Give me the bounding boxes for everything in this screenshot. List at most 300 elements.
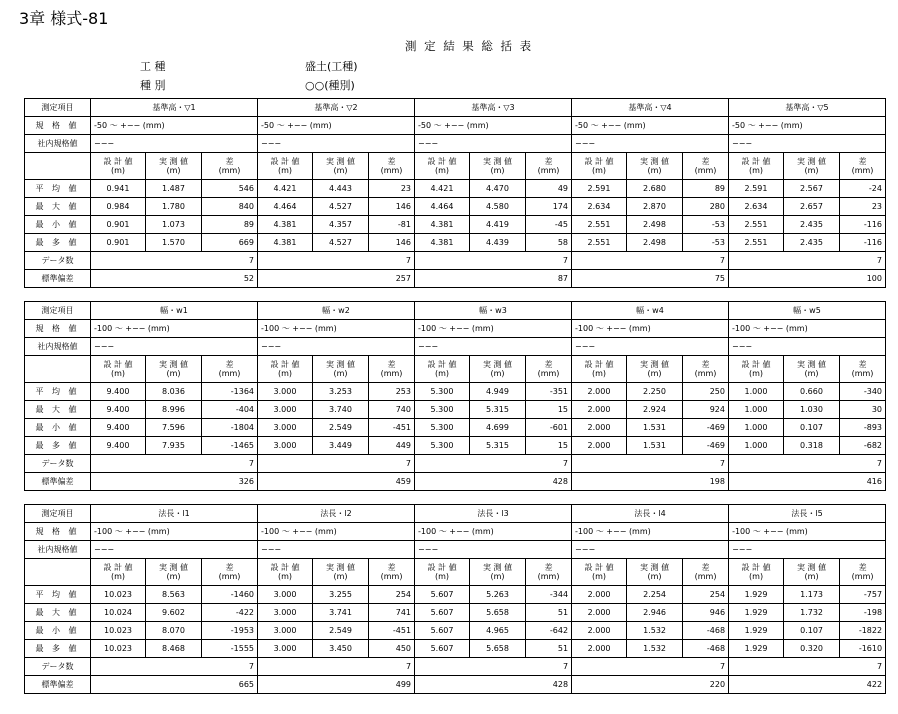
internal-spec-value: −−− [258, 541, 415, 559]
column-header [369, 559, 415, 586]
table-row [25, 604, 886, 622]
diff-value: -116 [840, 216, 886, 234]
measured-value: 2.435 [784, 216, 840, 234]
measured-value: 1.531 [627, 437, 683, 455]
column-header [627, 153, 683, 180]
column-header-unit: (m) [110, 369, 126, 378]
column-header-unit: (m) [166, 369, 181, 378]
design-value: 2.000 [572, 622, 627, 640]
table-row [25, 234, 886, 252]
diff-value: -53 [683, 234, 729, 252]
design-value: 5.300 [415, 437, 470, 455]
count-value: 7 [729, 252, 886, 270]
diff-value: -198 [840, 604, 886, 622]
diff-value: 15 [526, 401, 572, 419]
table-row [25, 401, 886, 419]
column-header-label: 設 計 値 [103, 157, 133, 166]
row-label-internal: 社内規格値 [25, 338, 91, 356]
diff-value: -340 [840, 383, 886, 401]
column-header-label: 差 [544, 563, 553, 572]
column-header [784, 356, 840, 383]
item-name: 基準高・▽1 [91, 99, 258, 117]
measured-value: 3.449 [313, 437, 369, 455]
measured-value: 8.468 [146, 640, 202, 658]
row-label-internal: 社内規格値 [25, 135, 91, 153]
item-name: 法長・l2 [258, 505, 415, 523]
column-header-unit: (mm) [218, 572, 241, 581]
column-header-unit: (m) [647, 166, 662, 175]
column-header-unit: (mm) [537, 369, 560, 378]
measured-value: 7.935 [146, 437, 202, 455]
diff-value: -24 [840, 180, 886, 198]
column-header-label: 差 [387, 157, 396, 166]
column-header-label: 設 計 値 [741, 563, 771, 572]
table-row [25, 523, 886, 541]
measured-value: 4.439 [470, 234, 526, 252]
row-label-max: 最 大 値 [25, 198, 91, 216]
design-value: 2.000 [572, 640, 627, 658]
column-header-unit: (mm) [537, 572, 560, 581]
column-header-unit: (m) [110, 166, 126, 175]
design-value: 10.024 [91, 604, 146, 622]
spec-value: -100 ～ +−− (mm) [729, 320, 886, 338]
table-row [25, 473, 886, 491]
stdev-value: 499 [258, 676, 415, 694]
diff-value: -1804 [202, 419, 258, 437]
design-value: 9.400 [91, 383, 146, 401]
column-header-label: 実 測 値 [796, 360, 827, 369]
design-value: 3.000 [258, 437, 313, 455]
measured-value: 0.318 [784, 437, 840, 455]
design-value: 9.400 [91, 437, 146, 455]
column-header [840, 153, 886, 180]
measured-value: 4.470 [470, 180, 526, 198]
count-value: 7 [572, 658, 729, 676]
column-header [840, 356, 886, 383]
column-header-label: 実 測 値 [158, 563, 189, 572]
internal-spec-value: −−− [729, 338, 886, 356]
spec-value: -100 ～ +−− (mm) [258, 320, 415, 338]
column-header [572, 153, 627, 180]
count-value: 7 [258, 658, 415, 676]
column-header-unit: (m) [333, 166, 348, 175]
table-row [25, 252, 886, 270]
column-header-unit: (m) [166, 166, 181, 175]
stdev-value: 220 [572, 676, 729, 694]
design-value: 5.607 [415, 604, 470, 622]
column-header-label: 設 計 値 [270, 360, 300, 369]
diff-value: -469 [683, 419, 729, 437]
count-value: 7 [91, 455, 258, 473]
column-header [415, 559, 470, 586]
column-header [369, 356, 415, 383]
column-header [526, 356, 572, 383]
row-label-min: 最 小 値 [25, 419, 91, 437]
table-row [25, 356, 886, 383]
internal-spec-value: −−− [572, 338, 729, 356]
diff-value: -344 [526, 586, 572, 604]
table-row [25, 135, 886, 153]
measured-value: 1.487 [146, 180, 202, 198]
diff-value: 840 [202, 198, 258, 216]
measured-value: 4.580 [470, 198, 526, 216]
spec-value: -50 ～ +−− (mm) [91, 117, 258, 135]
column-header [784, 153, 840, 180]
empty-cell [25, 153, 91, 180]
column-header [627, 559, 683, 586]
count-value: 7 [729, 455, 886, 473]
diff-value: -893 [840, 419, 886, 437]
column-header [369, 153, 415, 180]
column-header [729, 559, 784, 586]
row-label-stdev: 標準偏差 [25, 676, 91, 694]
column-header-unit: (mm) [537, 166, 560, 175]
design-value: 3.000 [258, 419, 313, 437]
item-name: 基準高・▽3 [415, 99, 572, 117]
column-header [784, 559, 840, 586]
internal-spec-value: −−− [415, 541, 572, 559]
diff-value: 946 [683, 604, 729, 622]
column-header [91, 559, 146, 586]
empty-cell [25, 559, 91, 586]
column-header-label: 差 [544, 360, 553, 369]
item-name: 幅・w3 [415, 302, 572, 320]
diff-value: 146 [369, 198, 415, 216]
column-header [470, 153, 526, 180]
design-value: 1.000 [729, 383, 784, 401]
result-table [24, 301, 886, 491]
column-header-label: 差 [225, 360, 234, 369]
column-header-unit: (mm) [380, 166, 403, 175]
column-header-label: 実 測 値 [482, 157, 513, 166]
result-table [24, 504, 886, 694]
column-header [91, 356, 146, 383]
measured-value: 0.107 [784, 419, 840, 437]
internal-spec-value: −−− [91, 338, 258, 356]
column-header-unit: (mm) [218, 369, 241, 378]
column-header-label: 実 測 値 [796, 157, 827, 166]
count-value: 7 [258, 252, 415, 270]
count-value: 7 [415, 658, 572, 676]
column-header-unit: (mm) [851, 166, 874, 175]
row-label-stdev: 標準偏差 [25, 473, 91, 491]
spec-value: -100 ～ +−− (mm) [415, 523, 572, 541]
spec-value: -100 ～ +−− (mm) [572, 523, 729, 541]
diff-value: 450 [369, 640, 415, 658]
column-header-unit: (mm) [694, 166, 717, 175]
measured-value: 5.315 [470, 401, 526, 419]
column-header [683, 356, 729, 383]
column-header-label: 設 計 値 [427, 157, 457, 166]
measured-value: 1.570 [146, 234, 202, 252]
spec-value: -100 ～ +−− (mm) [415, 320, 572, 338]
diff-value: -682 [840, 437, 886, 455]
diff-value: -1953 [202, 622, 258, 640]
diff-value: -1460 [202, 586, 258, 604]
spec-value: -50 ～ +−− (mm) [729, 117, 886, 135]
measured-value: 1.173 [784, 586, 840, 604]
design-value: 2.000 [572, 586, 627, 604]
stdev-value: 428 [415, 473, 572, 491]
column-header-label: 実 測 値 [325, 360, 356, 369]
column-header-unit: (mm) [380, 369, 403, 378]
table-row [25, 216, 886, 234]
design-value: 5.607 [415, 622, 470, 640]
column-header-label: 設 計 値 [584, 563, 614, 572]
diff-value: -601 [526, 419, 572, 437]
diff-value: -469 [683, 437, 729, 455]
diff-value: 51 [526, 604, 572, 622]
row-label-mode: 最 多 値 [25, 640, 91, 658]
column-header-label: 実 測 値 [325, 157, 356, 166]
design-value: 2.000 [572, 383, 627, 401]
item-name: 幅・w2 [258, 302, 415, 320]
diff-value: 546 [202, 180, 258, 198]
column-header-unit: (m) [592, 572, 607, 581]
column-header [258, 356, 313, 383]
row-label-avg: 平 均 値 [25, 180, 91, 198]
item-name: 基準高・▽4 [572, 99, 729, 117]
measured-value: 1.073 [146, 216, 202, 234]
column-header-label: 実 測 値 [639, 157, 670, 166]
diff-value: 250 [683, 383, 729, 401]
item-name: 基準高・▽5 [729, 99, 886, 117]
measured-value: 3.450 [313, 640, 369, 658]
column-header-unit: (m) [435, 572, 450, 581]
diff-value: 23 [840, 198, 886, 216]
design-value: 2.551 [572, 234, 627, 252]
measured-value: 2.680 [627, 180, 683, 198]
measured-value: 5.315 [470, 437, 526, 455]
row-label-count: データ数 [25, 658, 91, 676]
row-label-spec: 規 格 値 [25, 523, 91, 541]
diff-value: -45 [526, 216, 572, 234]
column-header-label: 設 計 値 [103, 563, 133, 572]
design-value: 10.023 [91, 622, 146, 640]
diff-value: -116 [840, 234, 886, 252]
internal-spec-value: −−− [729, 135, 886, 153]
column-header [313, 559, 369, 586]
column-header-label: 実 測 値 [158, 157, 189, 166]
column-header-unit: (m) [333, 369, 348, 378]
spec-value: -100 ～ +−− (mm) [91, 320, 258, 338]
row-label-count: データ数 [25, 455, 91, 473]
row-label-spec: 規 格 値 [25, 117, 91, 135]
column-header [313, 153, 369, 180]
design-value: 10.023 [91, 586, 146, 604]
item-name: 幅・w4 [572, 302, 729, 320]
column-header-unit: (m) [591, 166, 607, 175]
diff-value: -1364 [202, 383, 258, 401]
count-value: 7 [258, 455, 415, 473]
spec-value: -100 ～ +−− (mm) [258, 523, 415, 541]
column-header [202, 153, 258, 180]
column-header-label: 実 測 値 [640, 563, 670, 572]
diff-value: -1465 [202, 437, 258, 455]
chapter-label: 3章 様式-81 [19, 9, 109, 28]
diff-value: -757 [840, 586, 886, 604]
column-header [313, 356, 369, 383]
count-value: 7 [91, 658, 258, 676]
column-header-label: 差 [387, 563, 396, 572]
row-label-avg: 平 均 値 [25, 383, 91, 401]
measured-value: 2.549 [313, 622, 369, 640]
column-header-unit: (mm) [851, 369, 874, 378]
measured-value: 1.780 [146, 198, 202, 216]
table-row [25, 338, 886, 356]
column-header-label: 実 測 値 [639, 360, 670, 369]
table-row [25, 541, 886, 559]
design-value: 2.551 [729, 216, 784, 234]
table-row [25, 117, 886, 135]
count-value: 7 [415, 252, 572, 270]
column-header-label: 設 計 値 [427, 563, 457, 572]
design-value: 3.000 [258, 640, 313, 658]
column-header [202, 356, 258, 383]
diff-value: 30 [840, 401, 886, 419]
column-header-unit: (mm) [694, 572, 717, 581]
row-label-max: 最 大 値 [25, 604, 91, 622]
column-header-unit: (mm) [851, 572, 874, 581]
diff-value: 741 [369, 604, 415, 622]
measured-value: 1.732 [784, 604, 840, 622]
design-value: 2.000 [572, 419, 627, 437]
design-value: 4.421 [258, 180, 313, 198]
measured-value: 1.532 [627, 640, 683, 658]
internal-spec-value: −−− [415, 135, 572, 153]
column-header [258, 559, 313, 586]
measured-value: 8.070 [146, 622, 202, 640]
diff-value: 253 [369, 383, 415, 401]
stdev-value: 428 [415, 676, 572, 694]
internal-spec-value: −−− [91, 541, 258, 559]
column-header-label: 差 [858, 563, 867, 572]
column-header-unit: (m) [748, 369, 764, 378]
design-value: 5.607 [415, 640, 470, 658]
table-row [25, 419, 886, 437]
row-label-mode: 最 多 値 [25, 437, 91, 455]
table-row [25, 559, 886, 586]
design-value: 10.023 [91, 640, 146, 658]
diff-value: 49 [526, 180, 572, 198]
column-header [683, 153, 729, 180]
stdev-value: 198 [572, 473, 729, 491]
design-value: 4.381 [258, 216, 313, 234]
measured-value: 4.699 [470, 419, 526, 437]
design-value: 2.551 [572, 216, 627, 234]
stdev-value: 100 [729, 270, 886, 288]
measured-value: 0.660 [784, 383, 840, 401]
column-header-unit: (m) [591, 369, 607, 378]
column-header [415, 356, 470, 383]
column-header-label: 設 計 値 [270, 157, 300, 166]
diff-value: -451 [369, 622, 415, 640]
column-header-label: 差 [387, 360, 396, 369]
measured-value: 1.532 [627, 622, 683, 640]
measured-value: 2.435 [784, 234, 840, 252]
column-header-unit: (m) [804, 572, 819, 581]
column-header-unit: (mm) [380, 572, 403, 581]
item-name: 法長・l1 [91, 505, 258, 523]
column-header [146, 153, 202, 180]
measured-value: 2.250 [627, 383, 683, 401]
column-header-unit: (m) [333, 572, 348, 581]
row-label-min: 最 小 値 [25, 216, 91, 234]
measured-value: 2.549 [313, 419, 369, 437]
design-value: 3.000 [258, 401, 313, 419]
design-value: 3.000 [258, 604, 313, 622]
diff-value: 924 [683, 401, 729, 419]
diff-value: 740 [369, 401, 415, 419]
measured-value: 2.498 [627, 234, 683, 252]
measured-value: 8.996 [146, 401, 202, 419]
column-header-label: 差 [701, 157, 710, 166]
column-header-label: 設 計 値 [741, 360, 771, 369]
column-header-label: 設 計 値 [427, 360, 457, 369]
measured-value: 7.596 [146, 419, 202, 437]
row-label-item: 測定項目 [25, 302, 91, 320]
stdev-value: 87 [415, 270, 572, 288]
table-row [25, 586, 886, 604]
diff-value: 23 [369, 180, 415, 198]
row-label-stdev: 標準偏差 [25, 270, 91, 288]
measured-value: 0.320 [784, 640, 840, 658]
row-label-item: 測定項目 [25, 99, 91, 117]
measured-value: 2.870 [627, 198, 683, 216]
diff-value: 449 [369, 437, 415, 455]
spec-value: -50 ～ +−− (mm) [572, 117, 729, 135]
item-name: 幅・w5 [729, 302, 886, 320]
diff-value: -451 [369, 419, 415, 437]
column-header-unit: (mm) [694, 369, 717, 378]
design-value: 4.464 [258, 198, 313, 216]
design-value: 2.634 [729, 198, 784, 216]
design-value: 0.901 [91, 216, 146, 234]
column-header [146, 356, 202, 383]
column-header-label: 設 計 値 [741, 157, 771, 166]
measured-value: 2.254 [627, 586, 683, 604]
kouji-value: 盛土(工種) [305, 60, 358, 73]
internal-spec-value: −−− [572, 135, 729, 153]
diff-value: -642 [526, 622, 572, 640]
kouji-label: 工 種 [140, 60, 166, 73]
column-header-unit: (m) [277, 166, 293, 175]
table-row [25, 676, 886, 694]
column-header-unit: (m) [490, 572, 505, 581]
diff-value: 51 [526, 640, 572, 658]
measured-value: 5.263 [470, 586, 526, 604]
design-value: 1.929 [729, 604, 784, 622]
table-row [25, 658, 886, 676]
column-header-unit: (m) [277, 572, 293, 581]
column-header-label: 設 計 値 [103, 360, 133, 369]
column-header-unit: (m) [277, 369, 293, 378]
item-name: 法長・l4 [572, 505, 729, 523]
column-header [729, 153, 784, 180]
column-header-label: 実 測 値 [482, 563, 513, 572]
measured-value: 3.740 [313, 401, 369, 419]
column-header [572, 356, 627, 383]
column-header-unit: (m) [647, 572, 662, 581]
measured-value: 1.531 [627, 419, 683, 437]
shubetsu-value: ○○(種別) [305, 79, 355, 92]
diff-value: 254 [683, 586, 729, 604]
table-row [25, 505, 886, 523]
diff-value: -351 [526, 383, 572, 401]
table-row [25, 437, 886, 455]
measured-value: 2.924 [627, 401, 683, 419]
stdev-value: 665 [91, 676, 258, 694]
